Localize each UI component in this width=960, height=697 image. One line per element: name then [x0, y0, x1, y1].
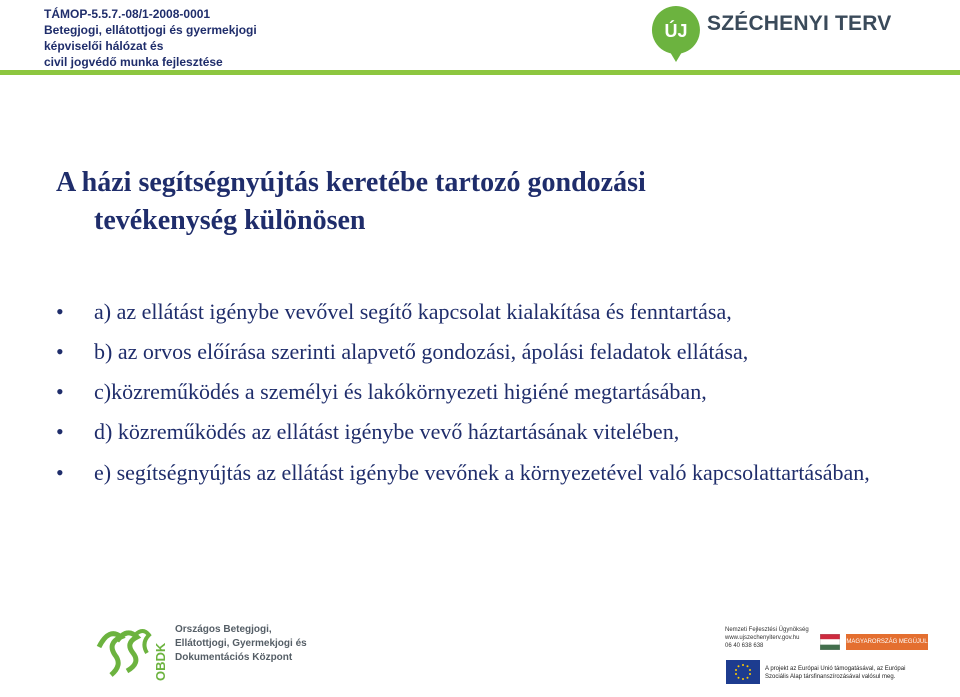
bullet-icon: • [56, 419, 64, 444]
project-header [44, 6, 257, 70]
logo-wordmark: SZÉCHENYI TERV [707, 12, 892, 35]
project-title-line-2: képviselői hálózat és [44, 39, 164, 53]
magyarorszag-megujul-banner: MAGYARORSZÁG MEGÚJUL [846, 634, 928, 650]
bullet-icon: • [56, 379, 64, 404]
hungary-flag-icon [820, 634, 840, 650]
eu-flag-icon [726, 660, 760, 684]
slide-title [56, 164, 901, 240]
logo-badge-text: ÚJ [664, 21, 688, 41]
header-divider [0, 70, 960, 75]
bullet-list [56, 292, 904, 487]
bullet-icon: • [56, 460, 64, 485]
obdk-name: Országos Betegjogi, Ellátottjogi, Gyermekjogi és Dokumentációs Központ [175, 624, 307, 663]
project-code: TÁMOP-5.5.7.-08/1-2008-0001 [44, 7, 211, 21]
list-item: • b) az orvos előírása szerinti alapvető gondozási, ápolási feladatok ellátása, [56, 332, 904, 372]
nfu-info: Nemzeti Fejlesztési Ügynökség www.ujszechenyiterv.gov.hu 06 40 638 638 [725, 627, 809, 649]
project-title-line-3: civil jogvédő munka fejlesztése [44, 55, 223, 69]
bullet-icon: • [56, 339, 64, 364]
slide-title-line-1: A házi segítségnyújtás keretébe tartozó gondozási [56, 167, 646, 198]
list-item: • d) közreműködés az ellátást igénybe vevő háztartásának vitelében, [56, 412, 904, 452]
bullet-icon: • [56, 299, 64, 324]
obdk-vertical-text: OBDK [153, 642, 168, 681]
list-item: • c)közreműködés a személyi és lakókörnyezeti higiéné megtartásában, [56, 372, 904, 412]
slide-title-line-2: tevékenység különösen [94, 205, 366, 236]
list-item: • a) az ellátást igénybe vevővel segítő kapcsolat kialakítása és fenntartása, [56, 292, 904, 332]
project-title-line-1: Betegjogi, ellátottjogi és gyermekjogi [44, 23, 257, 37]
list-item: • e) segítségnyújtás az ellátást igénybe vevőnek a környezetével való kapcsolattartásában, [56, 460, 870, 485]
eu-funding-note: A projekt az Európai Unió támogatásával, az Európai Szociális Alap társfinanszírozásával valósul meg. [765, 666, 906, 680]
